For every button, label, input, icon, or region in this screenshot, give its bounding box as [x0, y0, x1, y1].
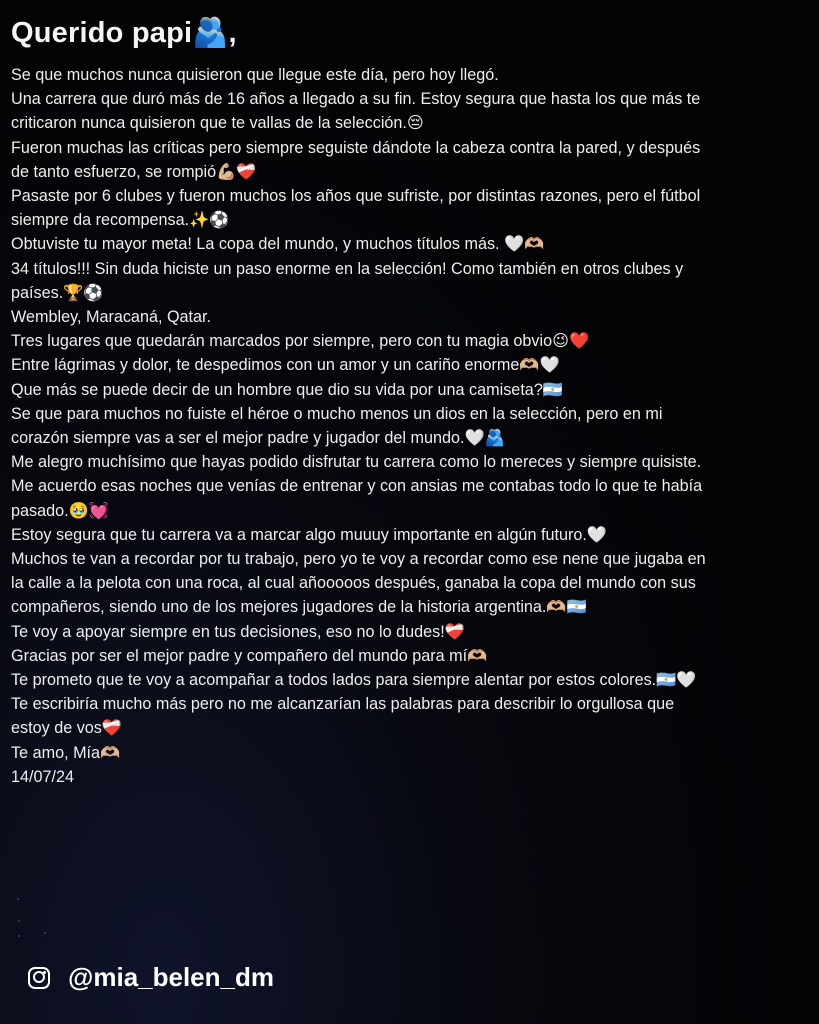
letter-line: Wembley, Maracaná, Qatar.	[11, 308, 212, 327]
letter-line: Entre lágrimas y dolor, te despedimos con un amor y un cariño enorme🫶🏼🤍	[11, 356, 560, 375]
letter-line: Estoy segura que tu carrera va a marcar algo muuuy importante en algún futuro.🤍	[11, 525, 608, 544]
letter-line: compañeros, siendo uno de los mejores jugadores de la historia argentina.🫶🏼🇦🇷	[11, 598, 587, 617]
letter-line: Muchos te van a recordar por tu trabajo, pero yo te voy a recordar como ese nene que jugaba en	[11, 550, 706, 569]
letter-line: la calle a la pelota con una roca, al cual añooooos después, ganaba la copa del mundo con sus	[11, 574, 696, 593]
letter-line: Se que muchos nunca quisieron que llegue este día, pero hoy llegó.	[11, 66, 499, 84]
letter-line: de tanto esfuerzo, se rompió💪🏼❤️‍🩹	[11, 162, 257, 181]
letter-line: Se que para muchos no fuiste el héroe o mucho menos un dios en la selección, pero en mi	[11, 404, 663, 423]
letter-body	[11, 63, 811, 789]
letter-line: países.🏆⚽	[11, 283, 104, 302]
letter-line: corazón siempre vas a ser el mejor padre y jugador del mundo.🤍🫂	[11, 429, 505, 448]
letter-line: Fueron muchas las críticas pero siempre seguiste dándote la cabeza contra la pared, y después	[11, 138, 701, 157]
letter-signature: Te amo, Mía🫶🏼	[11, 743, 121, 762]
letter-line: pasado.🥹💓	[11, 501, 109, 520]
letter-date: 14/07/24	[11, 767, 75, 786]
letter-line: Tres lugares que quedarán marcados por siempre, pero con tu magia obvio😉❤️	[11, 332, 590, 351]
letter-title: Querido papi🫂,	[11, 17, 237, 49]
instagram-credit[interactable]	[28, 962, 274, 993]
letter-line: Pasaste por 6 clubes y fueron muchos los años que sufriste, por distintas razones, pero el fútbol	[11, 187, 701, 206]
letter-line: Que más se puede decir de un hombre que dio su vida por una camiseta?🇦🇷	[11, 380, 563, 399]
letter-line: criticaron nunca quisieron que te vallas de la selección.😔	[11, 114, 424, 133]
letter-line: Gracias por ser el mejor padre y compañero del mundo para mí🫶🏼	[11, 646, 488, 665]
letter-line: 34 títulos!!! Sin duda hiciste un paso enorme en la selección! Como también en otros clubes y	[11, 259, 684, 278]
letter-line: Obtuviste tu mayor meta! La copa del mundo, y muchos títulos más. 🤍🫶🏼	[11, 235, 545, 254]
letter-line: Te voy a apoyar siempre en tus decisiones, eso no lo dudes!❤️‍🩹	[11, 622, 465, 641]
letter-line: estoy de vos❤️‍🩹	[11, 719, 123, 738]
letter-line: Una carrera que duró más de 16 años a llegado a su fin. Estoy segura que hasta los que más te	[11, 90, 701, 109]
letter-line: Me alegro muchísimo que hayas podido disfrutar tu carrera como lo mereces y siempre quisiste.	[11, 453, 702, 472]
letter-line: siempre da recompensa.✨⚽	[11, 211, 230, 230]
instagram-icon	[28, 967, 50, 989]
letter-line: Te prometo que te voy a acompañar a todos lados para siempre alentar por estos colores.🇦🇷🤍	[11, 671, 697, 690]
letter-line: Te escribiría mucho más pero no me alcanzarían las palabras para describir lo orgullosa que	[11, 695, 675, 714]
instagram-handle[interactable]: @mia_belen_dm	[68, 962, 274, 992]
letter-line: Me acuerdo esas noches que venías de entrenar y con ansias me contabas todo lo que te había	[11, 477, 703, 496]
